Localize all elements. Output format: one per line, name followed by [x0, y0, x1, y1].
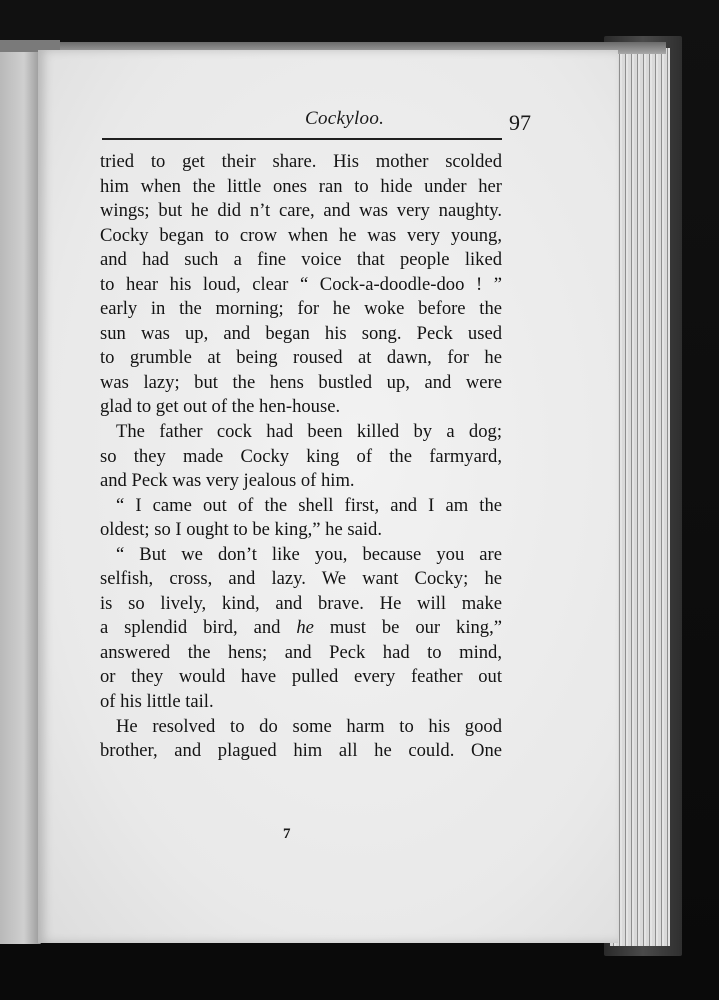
text-line: tried to get their share. His mother scolded	[100, 151, 502, 172]
text-line: sun was up, and began his song. Peck used	[100, 322, 502, 344]
text-line: brother, and plagued him all he could. One	[100, 740, 502, 762]
emphasis: he	[296, 617, 314, 639]
text-line: of his little tail.	[100, 691, 214, 713]
book-page	[38, 50, 618, 943]
text-line: him when the little ones ran to hide under her	[100, 175, 502, 197]
text-line: and had such a fine voice that people liked	[100, 249, 502, 271]
text-line: “ But we don’t like you, because you are	[116, 543, 502, 565]
text-line: “ I came out of the shell first, and I am the	[116, 494, 502, 516]
text-line: glad to get out of the hen-house.	[100, 396, 341, 418]
header-rule	[102, 138, 502, 140]
text-line: selfish, cross, and lazy. We want Cocky; he	[100, 568, 502, 590]
page-stack-edge	[610, 48, 670, 946]
text-line: answered the hens; and Peck had to mind,	[100, 641, 502, 663]
page-number: 97	[509, 110, 531, 135]
text-line: so they made Cocky king of the farmyard,	[100, 445, 502, 467]
text-line: wings; but he did n’t care, and was very naughty.	[100, 200, 502, 222]
running-head	[100, 108, 531, 138]
signature-mark: 7	[283, 826, 291, 842]
text-line: Cocky began to crow when he was very young,	[100, 224, 502, 246]
text-line: early in the morning; for he woke before the	[100, 298, 502, 320]
text-line: or they would have pulled every feather out	[100, 666, 502, 688]
body-text	[100, 150, 502, 764]
text-line: to grumble at being roused at dawn, for he	[100, 347, 502, 369]
left-page-edge	[0, 52, 41, 944]
text-line: a splendid bird, and he must be our king,”	[100, 617, 502, 639]
text-line: oldest; so I ought to be king,” he said.	[100, 519, 382, 541]
text-line: and Peck was very jealous of him.	[100, 470, 355, 492]
text-line: to hear his loud, clear “ Cock-a-doodle-doo ! ”	[100, 273, 502, 295]
text-line: was lazy; but the hens bustled up, and were	[100, 371, 502, 393]
running-title: Cockyloo.	[305, 108, 385, 129]
text-line: is so lively, kind, and brave. He will make	[100, 592, 502, 614]
text-line: He resolved to do some harm to his good	[116, 715, 502, 737]
text-line: The father cock had been killed by a dog;	[116, 421, 502, 443]
